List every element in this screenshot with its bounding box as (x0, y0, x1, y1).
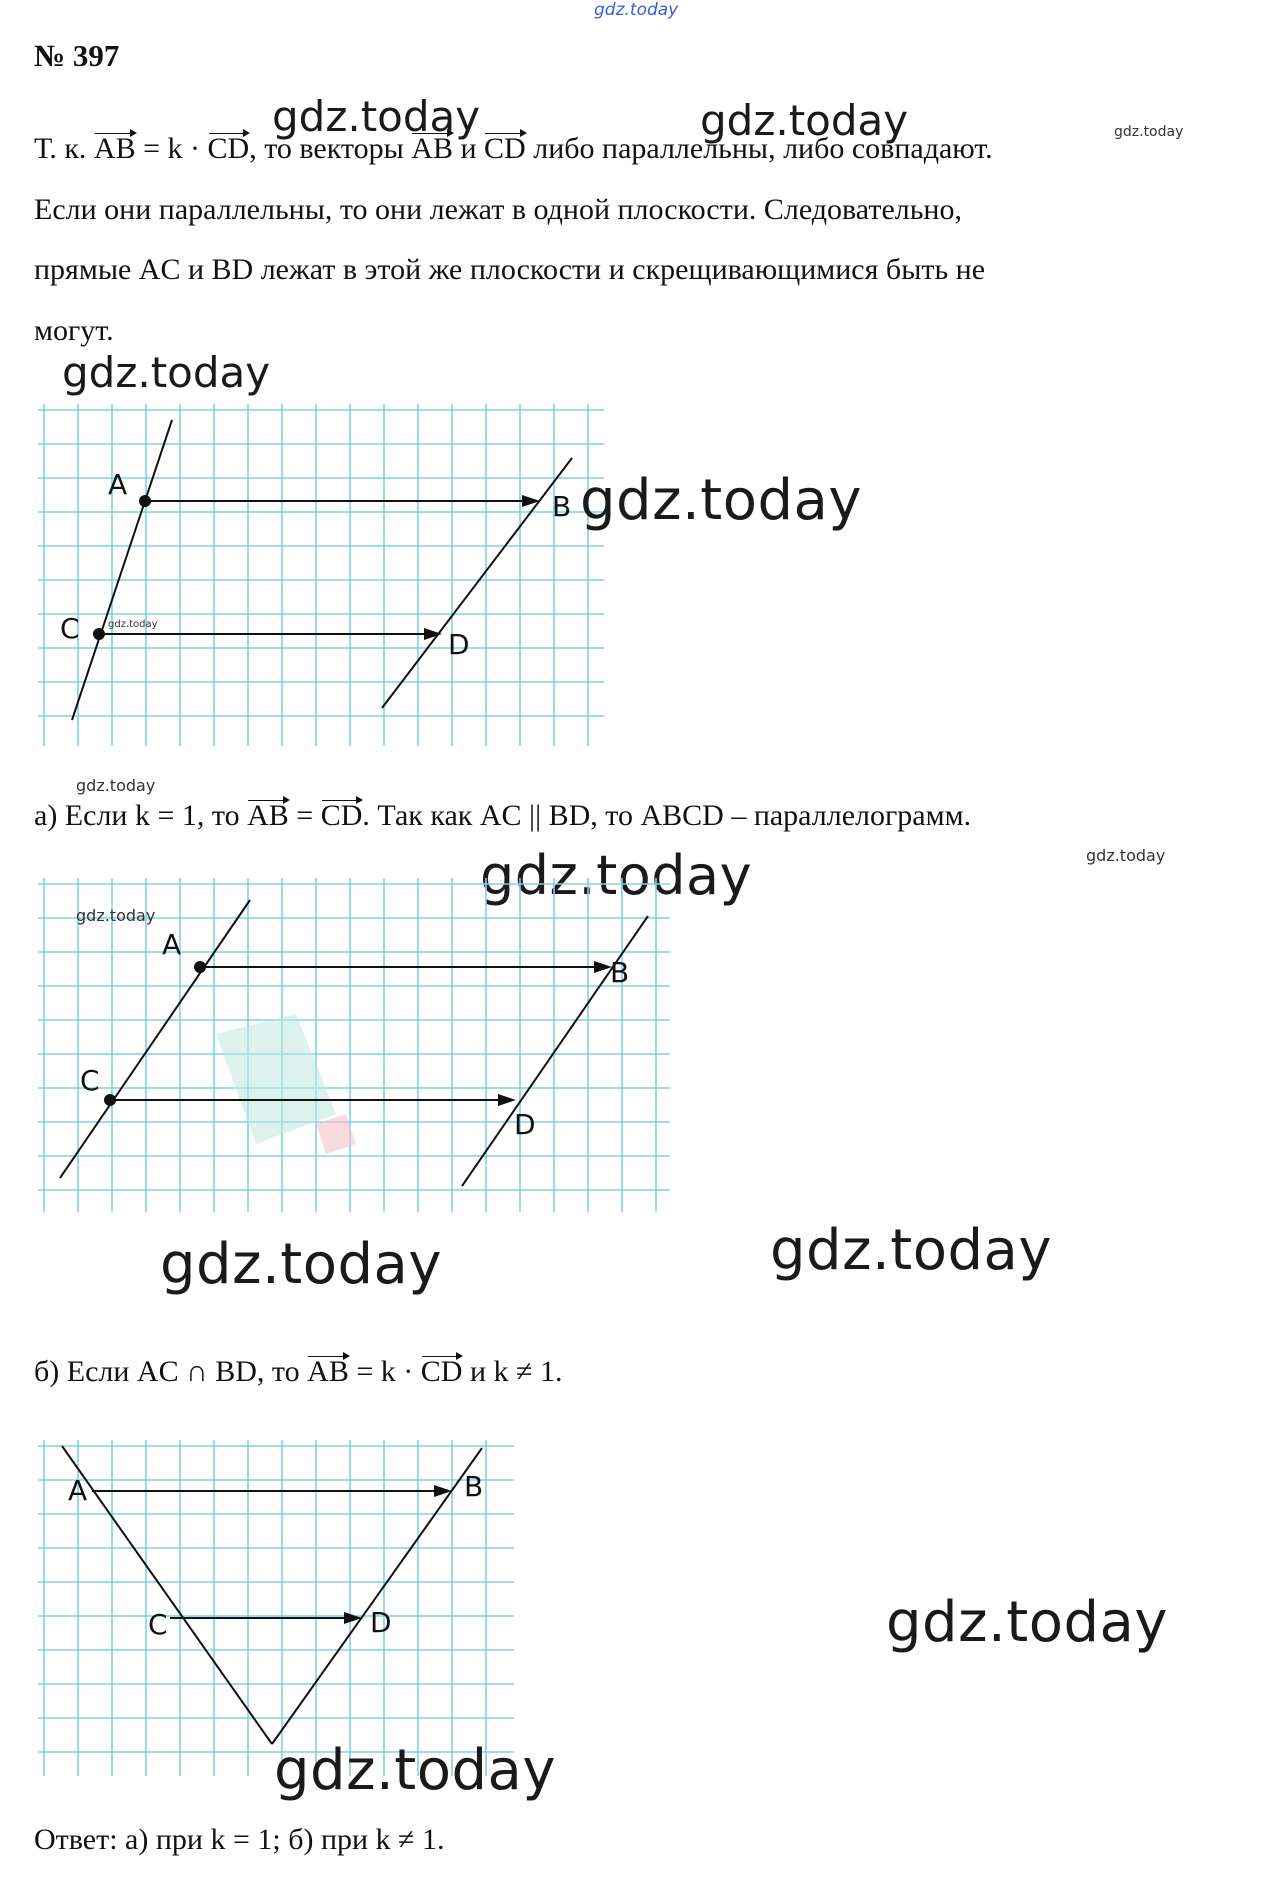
label-d: D (370, 1606, 392, 1639)
watermark: gdz.today (700, 96, 909, 145)
point-a (194, 961, 206, 973)
case-b-text: б) Если AC ∩ BD, то AB = k · CD и k ≠ 1. (34, 1355, 563, 1388)
figure-case-a (36, 874, 672, 1214)
label-b: B (610, 956, 630, 989)
case-a-text: а) Если k = 1, то AB = CD. Так как AC || BD, то ABCD – параллелограмм. (34, 799, 972, 832)
label-a: A (68, 1474, 88, 1507)
watermark: gdz.today (480, 844, 753, 907)
watermark: gdz.today (108, 619, 158, 630)
line-bd (272, 1448, 482, 1744)
grid (38, 404, 604, 746)
label-b: B (464, 1470, 484, 1503)
intro-line-1: Т. к. AB = k · CD, то векторы AB и CD либо параллельны, либо совпадают. (34, 132, 993, 165)
grid (38, 878, 670, 1212)
watermark: gdz.today (76, 906, 156, 925)
label-a: A (108, 468, 128, 501)
watermark: gdz.today (886, 1590, 1169, 1655)
arrow-head (424, 628, 442, 640)
intro-line-3: прямые AC и BD лежат в этой же плоскости и скрещивающимися быть не (34, 253, 986, 286)
watermark: gdz.today (770, 1218, 1053, 1283)
watermark: gdz.today (580, 468, 863, 533)
label-a: A (162, 928, 182, 961)
watermark: gdz.today (1114, 124, 1184, 140)
label-d: D (514, 1108, 536, 1141)
point-c (93, 628, 105, 640)
point-a (139, 495, 151, 507)
figure-general (36, 398, 606, 748)
watermark: gdz.today (274, 1738, 557, 1803)
watermark: gdz.today (1086, 846, 1166, 865)
top-watermark: gdz.today (594, 0, 679, 20)
answer: Ответ: а) при k = 1; б) при k ≠ 1. (34, 1823, 445, 1856)
watermark: gdz.today (76, 776, 156, 795)
problem-number: № 397 (34, 38, 120, 73)
watermark: gdz.today (160, 1232, 443, 1297)
intro-line-4: могут. (34, 314, 114, 347)
watermark: gdz.today (272, 92, 481, 141)
label-c: C (80, 1064, 100, 1097)
line-ac (72, 420, 172, 720)
figure-case-b (36, 1438, 516, 1778)
label-c: C (60, 612, 80, 645)
label-b: B (552, 490, 572, 523)
point-c (104, 1094, 116, 1106)
line-bd (382, 458, 572, 708)
intro-line-2: Если они параллельны, то они лежат в одной плоскости. Следовательно, (34, 193, 962, 226)
label-c: C (148, 1608, 168, 1641)
label-d: D (448, 628, 470, 661)
arrow-head (498, 1094, 516, 1106)
watermark: gdz.today (62, 348, 271, 397)
